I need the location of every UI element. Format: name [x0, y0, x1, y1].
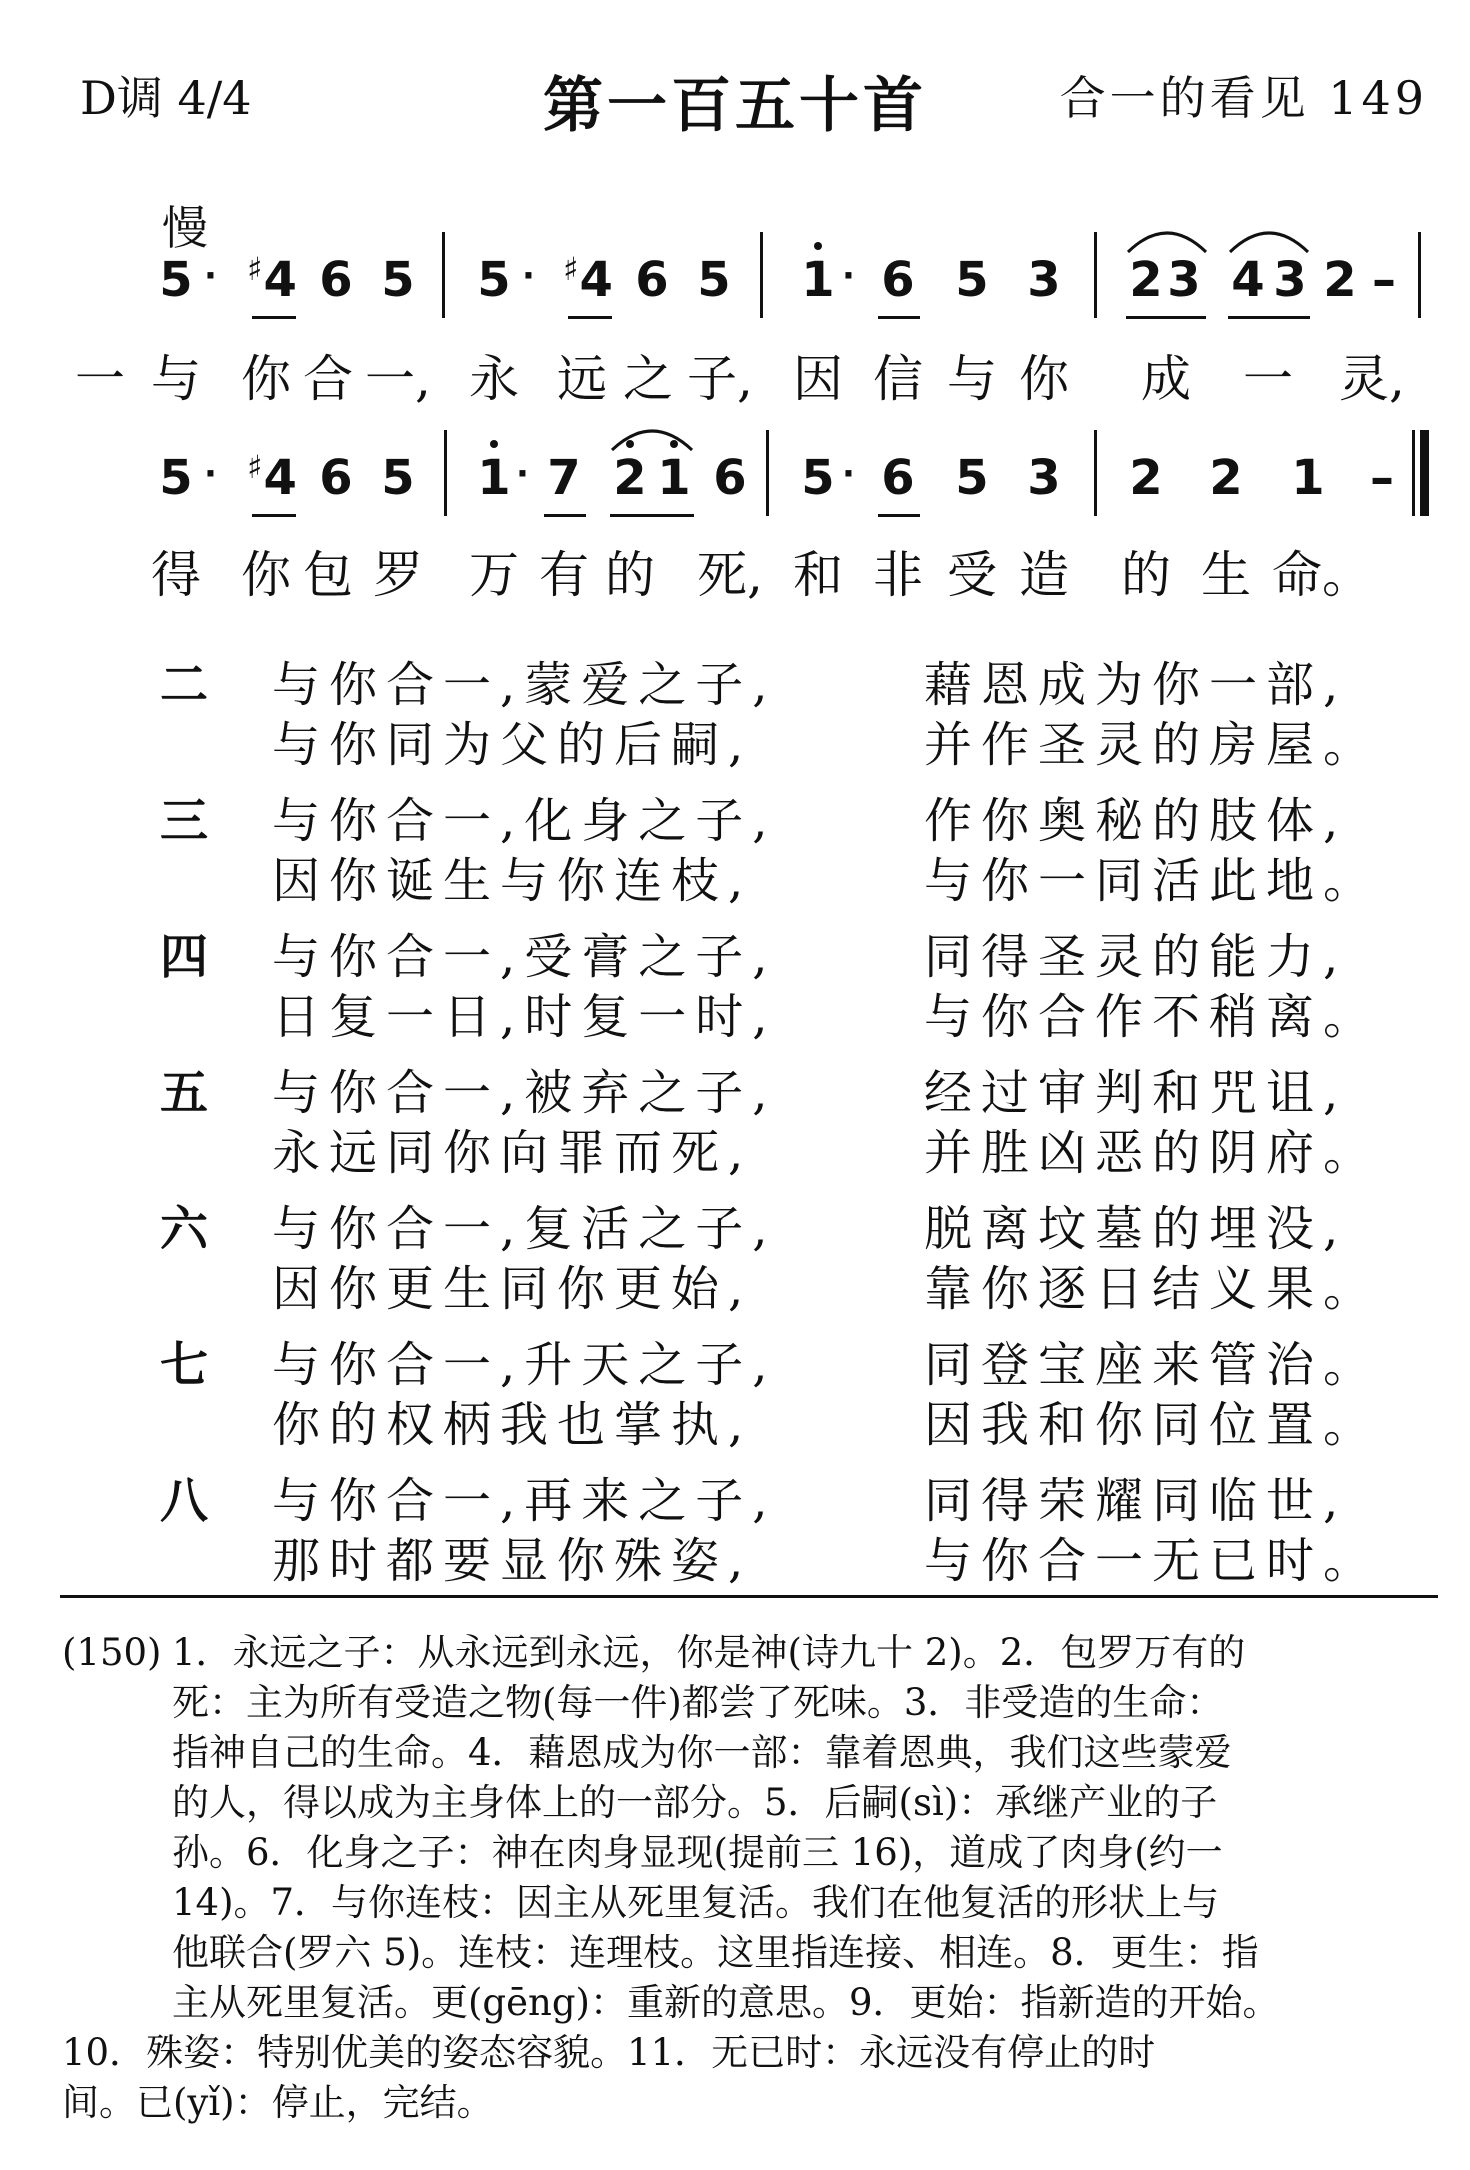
note: 5 — [801, 450, 835, 506]
footnote-line: 他联合(罗六 5)。连枝：连理枝。这里指连接、相连。8．更生：指 — [172, 1931, 1259, 1974]
stanza-line: 永远同你向罪而死, — [272, 1125, 753, 1181]
note: – — [1372, 252, 1396, 308]
sharp-sign: ♯ — [247, 448, 263, 486]
lyric-syllable: 成 — [1141, 350, 1191, 408]
note: 5 — [955, 252, 989, 308]
note: 6 — [881, 450, 915, 506]
dot: · — [522, 256, 535, 296]
stanza-number: 八 — [160, 1473, 209, 1529]
final-barline-thick — [1420, 430, 1429, 516]
high-octave-dot — [814, 242, 822, 250]
barline — [766, 430, 769, 516]
lyric-syllable: 一, — [365, 350, 431, 408]
stanza-line: 与你同为父的后嗣, — [272, 717, 753, 773]
lyric-syllable: 与 — [151, 350, 201, 408]
lyric-syllable: 因 — [793, 350, 843, 408]
lyric-syllable: 之 — [623, 350, 673, 408]
stanzas — [0, 640, 1470, 1589]
footnote-label: (150) — [62, 1631, 162, 1674]
stanza-line: 同登宝座来管治。 — [924, 1337, 1381, 1393]
lyric-syllable: 包 — [303, 546, 353, 604]
stanza-number: 五 — [160, 1065, 209, 1121]
slur — [1124, 218, 1210, 258]
footnote-line: 死：主为所有受造之物(每一件)都尝了死味。3．非受造的生命： — [172, 1681, 1224, 1724]
stanza-line: 与你合一,受膏之子, — [272, 929, 777, 985]
lyric-row-1 — [0, 352, 1470, 422]
note: 6 — [319, 252, 353, 308]
lyric-syllable: 万 — [469, 546, 519, 604]
lyric-syllable: 死, — [697, 546, 763, 604]
note: 6 — [635, 252, 669, 308]
lyric-syllable: 你 — [1019, 350, 1069, 408]
slur — [608, 416, 696, 456]
lyric-syllable: 一 — [1243, 350, 1293, 408]
lyric-syllable: 罗 — [373, 546, 423, 604]
stanza-line: 与你合一,升天之子, — [272, 1337, 777, 1393]
tempo-marking: 慢 — [162, 201, 208, 255]
note: – — [1370, 450, 1394, 506]
underline — [878, 316, 920, 319]
lyric-syllable: 受 — [947, 546, 997, 604]
barline — [1418, 232, 1421, 318]
high-octave-dot — [490, 440, 498, 448]
underline — [252, 514, 296, 517]
dot: · — [516, 454, 529, 494]
note: 1 — [477, 450, 511, 506]
stanza-line: 与你合一,再来之子, — [272, 1473, 777, 1529]
underline — [568, 316, 612, 319]
stanza-line: 因你更生同你更始, — [272, 1261, 753, 1317]
note: 6 — [881, 252, 915, 308]
lyric-syllable: 灵, — [1339, 350, 1405, 408]
note: 4 — [1231, 252, 1265, 308]
note: 3 — [1273, 252, 1307, 308]
barline — [442, 232, 445, 318]
lyric-syllable: 命。 — [1272, 546, 1372, 604]
lyric-syllable: 非 — [873, 546, 923, 604]
lyric-syllable: 生 — [1201, 546, 1251, 604]
note: 5 — [381, 252, 415, 308]
underline — [878, 514, 920, 517]
note: ♯4 — [563, 250, 613, 308]
note: 2 — [1129, 252, 1163, 308]
stanza-number: 二 — [160, 657, 209, 713]
key-time-signature: D调 4/4 — [80, 71, 252, 125]
dot: · — [842, 256, 855, 296]
underline — [544, 514, 586, 517]
barline — [444, 430, 447, 516]
footnote-line: 孙。6．化身之子：神在肉身显现(提前三 16)，道成了肉身(约一 — [172, 1831, 1223, 1874]
stanza-line: 因你诞生与你连枝, — [272, 853, 753, 909]
stanza-line: 与你合一,化身之子, — [272, 793, 777, 849]
stanza-line: 并作圣灵的房屋。 — [924, 717, 1381, 773]
stanza-number: 七 — [160, 1337, 209, 1393]
notation-row-2 — [0, 430, 1470, 520]
lyric-syllable: 和 — [793, 546, 843, 604]
lyric-syllable: 的 — [605, 546, 655, 604]
stanza-line: 与你合一,蒙爱之子, — [272, 657, 777, 713]
stanza-line: 与你合一,被弃之子, — [272, 1065, 777, 1121]
stanza-line: 那时都要显你殊姿, — [272, 1533, 753, 1589]
barline — [1094, 430, 1097, 516]
stanza-line: 同得荣耀同临世, — [924, 1473, 1348, 1529]
lyric-syllable: 造 — [1019, 546, 1069, 604]
note: 3 — [1027, 450, 1061, 506]
dot: · — [842, 454, 855, 494]
underline — [1228, 316, 1310, 319]
note: 3 — [1027, 252, 1061, 308]
lyric-syllable: 信 — [873, 350, 923, 408]
sharp-sign: ♯ — [247, 250, 263, 288]
lyric-syllable: 得 — [151, 546, 201, 604]
final-barline-thin — [1412, 430, 1415, 516]
divider-line — [60, 1595, 1438, 1598]
lyric-syllable: 子, — [687, 350, 753, 408]
note: 5 — [159, 450, 193, 506]
stanza-line: 同得圣灵的能力, — [924, 929, 1348, 985]
lyric-syllable: 有 — [539, 546, 589, 604]
note: 3 — [1167, 252, 1201, 308]
note: 5 — [381, 450, 415, 506]
stanza-line: 与你合一,复活之子, — [272, 1201, 777, 1257]
collection-reference: 合一的看见 149 — [1059, 71, 1428, 125]
footnote-line: 的人，得以成为主身体上的一部分。5．后嗣(sì)：承继产业的子 — [172, 1781, 1218, 1824]
note: ♯4 — [247, 448, 297, 506]
stanza-line: 与你一同活此地。 — [924, 853, 1381, 909]
footnote-line: 14)。7．与你连枝：因主从死里复活。我们在他复活的形状上与 — [172, 1881, 1220, 1924]
lyric-syllable: 的 — [1121, 546, 1171, 604]
footnote-line: 指神自己的生命。4．藉恩成为你一部：靠着恩典，我们这些蒙爱 — [172, 1731, 1232, 1774]
notation-row-1 — [0, 232, 1470, 322]
stanza-line: 与你合作不稍离。 — [924, 989, 1381, 1045]
stanza-line: 作你奥秘的肢体, — [924, 793, 1348, 849]
underline — [1126, 316, 1206, 319]
note: 5 — [697, 252, 731, 308]
note: 5 — [955, 450, 989, 506]
stanza-line: 因我和你同位置。 — [924, 1397, 1381, 1453]
lyric-syllable: 永 — [469, 350, 519, 408]
hymn-title: 第一百五十首 — [543, 71, 927, 141]
lyric-syllable: 合 — [303, 350, 353, 408]
lyric-row-2 — [0, 548, 1470, 618]
note: 1 — [657, 450, 691, 506]
note: 5 — [159, 252, 193, 308]
stanza-line: 经过审判和咒诅, — [924, 1065, 1348, 1121]
dot: · — [204, 454, 217, 494]
footnote-line: 1．永远之子：从永远到永远，你是神(诗九十 2)。2．包罗万有的 — [172, 1631, 1246, 1674]
note: 2 — [1209, 450, 1243, 506]
dot: · — [204, 256, 217, 296]
stanza-line: 你的权柄我也掌执, — [272, 1397, 753, 1453]
note: 6 — [713, 450, 747, 506]
sharp-sign: ♯ — [563, 250, 579, 288]
stanza-line: 脱离坟墓的埋没, — [924, 1201, 1348, 1257]
lyric-syllable: 与 — [947, 350, 997, 408]
lyric-syllable: 你 — [241, 350, 291, 408]
note: 7 — [547, 450, 581, 506]
lyric-syllable: 远 — [557, 350, 607, 408]
stanza-line: 日复一日,时复一时, — [272, 989, 777, 1045]
note: ♯4 — [247, 250, 297, 308]
note: 2 — [613, 450, 647, 506]
stanza-number: 三 — [160, 793, 209, 849]
footnote-line: 10．殊姿：特别优美的姿态容貌。11．无已时：永远没有停止的时 — [62, 2031, 1156, 2074]
note: 1 — [1291, 450, 1325, 506]
barline — [1094, 232, 1097, 318]
stanza-line: 与你合一无已时。 — [924, 1533, 1381, 1589]
verse-number: 一 — [75, 350, 125, 408]
underline — [610, 514, 694, 517]
stanza-line: 藉恩成为你一部, — [924, 657, 1348, 713]
lyric-syllable: 你 — [241, 546, 291, 604]
note: 5 — [477, 252, 511, 308]
underline — [252, 316, 296, 319]
note: 1 — [801, 252, 835, 308]
barline — [760, 232, 763, 318]
note: 6 — [319, 450, 353, 506]
stanza-line: 靠你逐日结义果。 — [924, 1261, 1381, 1317]
footnote-line: 主从死里复活。更(gēng)：重新的意思。9．更始：指新造的开始。 — [172, 1981, 1280, 2024]
stanza-number: 六 — [160, 1201, 209, 1257]
note: 2 — [1323, 252, 1357, 308]
stanza-line: 并胜凶恶的阴府。 — [924, 1125, 1381, 1181]
note: 2 — [1129, 450, 1163, 506]
stanza-number: 四 — [160, 929, 209, 985]
footnote-line: 间。已(yǐ)：停止，完结。 — [62, 2081, 494, 2124]
slur — [1226, 218, 1312, 258]
